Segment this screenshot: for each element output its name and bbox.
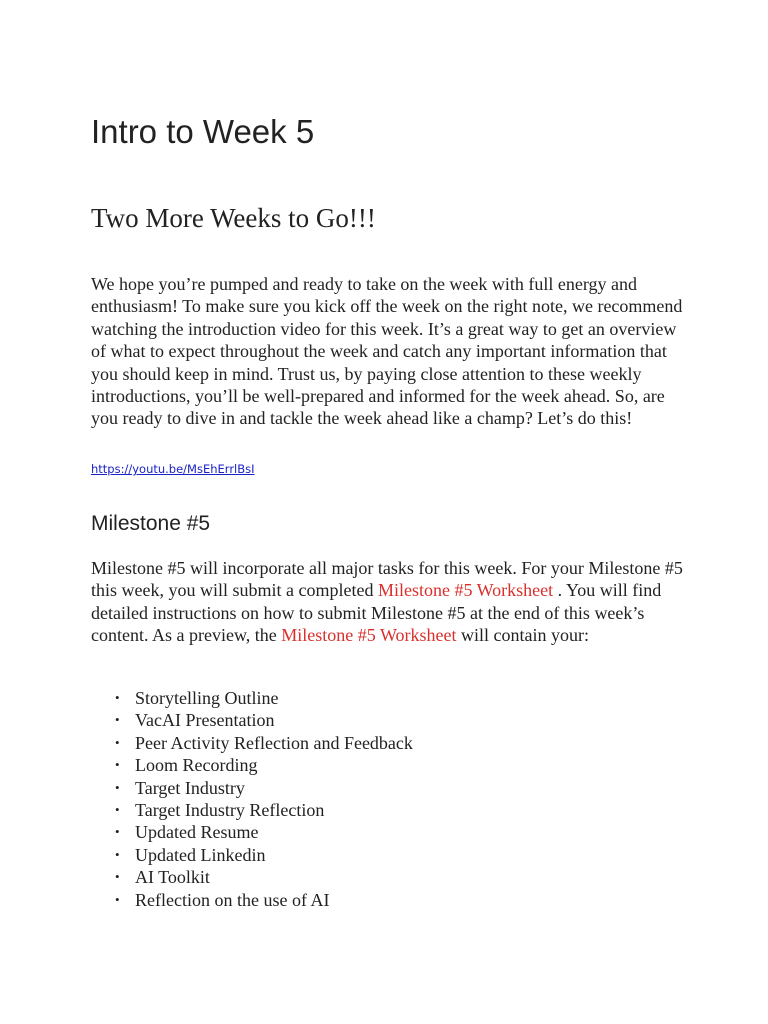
page-title: Intro to Week 5: [91, 113, 315, 150]
list-item: • Storytelling Outline: [135, 687, 413, 709]
milestone-text-3: will contain your:: [456, 625, 589, 646]
list-item: • Reflection on the use of AI: [135, 889, 413, 911]
intro-paragraph: We hope you’re pumped and ready to take on the week with full energy and enthusiasm! To make sure you kick off the week on the right note, we recommend watching the introduction video for this week. It’s a great way to get an overview of what to expect throughout the week and catch any important information that you should keep in mind. Trust us, by paying close attention to these weekly introductions, you’ll be well-prepared and informed for the week ahead. So, are you ready to dive in and tackle the week ahead like a champ? Let’s do this!: [91, 274, 683, 429]
list-item: • Updated Resume: [135, 821, 413, 843]
milestone-paragraph: [91, 557, 686, 647]
intro-video-link[interactable]: https://youtu.be/MsEhErrlBsI: [91, 462, 255, 476]
milestone-text-2: . You will find detailed instructions on how to submit Milestone #5 at the end of this week’s content. As a preview, the: [91, 580, 662, 646]
list-item: • VacAI Presentation: [135, 709, 413, 731]
list-item: • Loom Recording: [135, 754, 413, 776]
milestone-worksheet-link-1[interactable]: Milestone #5 Worksheet: [377, 580, 554, 601]
page-subtitle: Two More Weeks to Go!!!: [91, 203, 376, 233]
list-item: • Updated Linkedin: [135, 844, 413, 866]
list-item: • AI Toolkit: [135, 866, 413, 888]
list-item: • Peer Activity Reflection and Feedback: [135, 732, 413, 754]
milestone-worksheet-link-2[interactable]: Milestone #5 Worksheet: [281, 625, 457, 646]
list-item: • Target Industry Reflection: [135, 799, 413, 821]
milestone-items-list: [91, 687, 413, 911]
list-item: • Target Industry: [135, 777, 413, 799]
milestone-heading: Milestone #5: [91, 512, 211, 535]
milestone-text-1: Milestone #5 will incorporate all major tasks for this week. For your Milestone #5 this week, you will submit a completed: [91, 558, 683, 601]
